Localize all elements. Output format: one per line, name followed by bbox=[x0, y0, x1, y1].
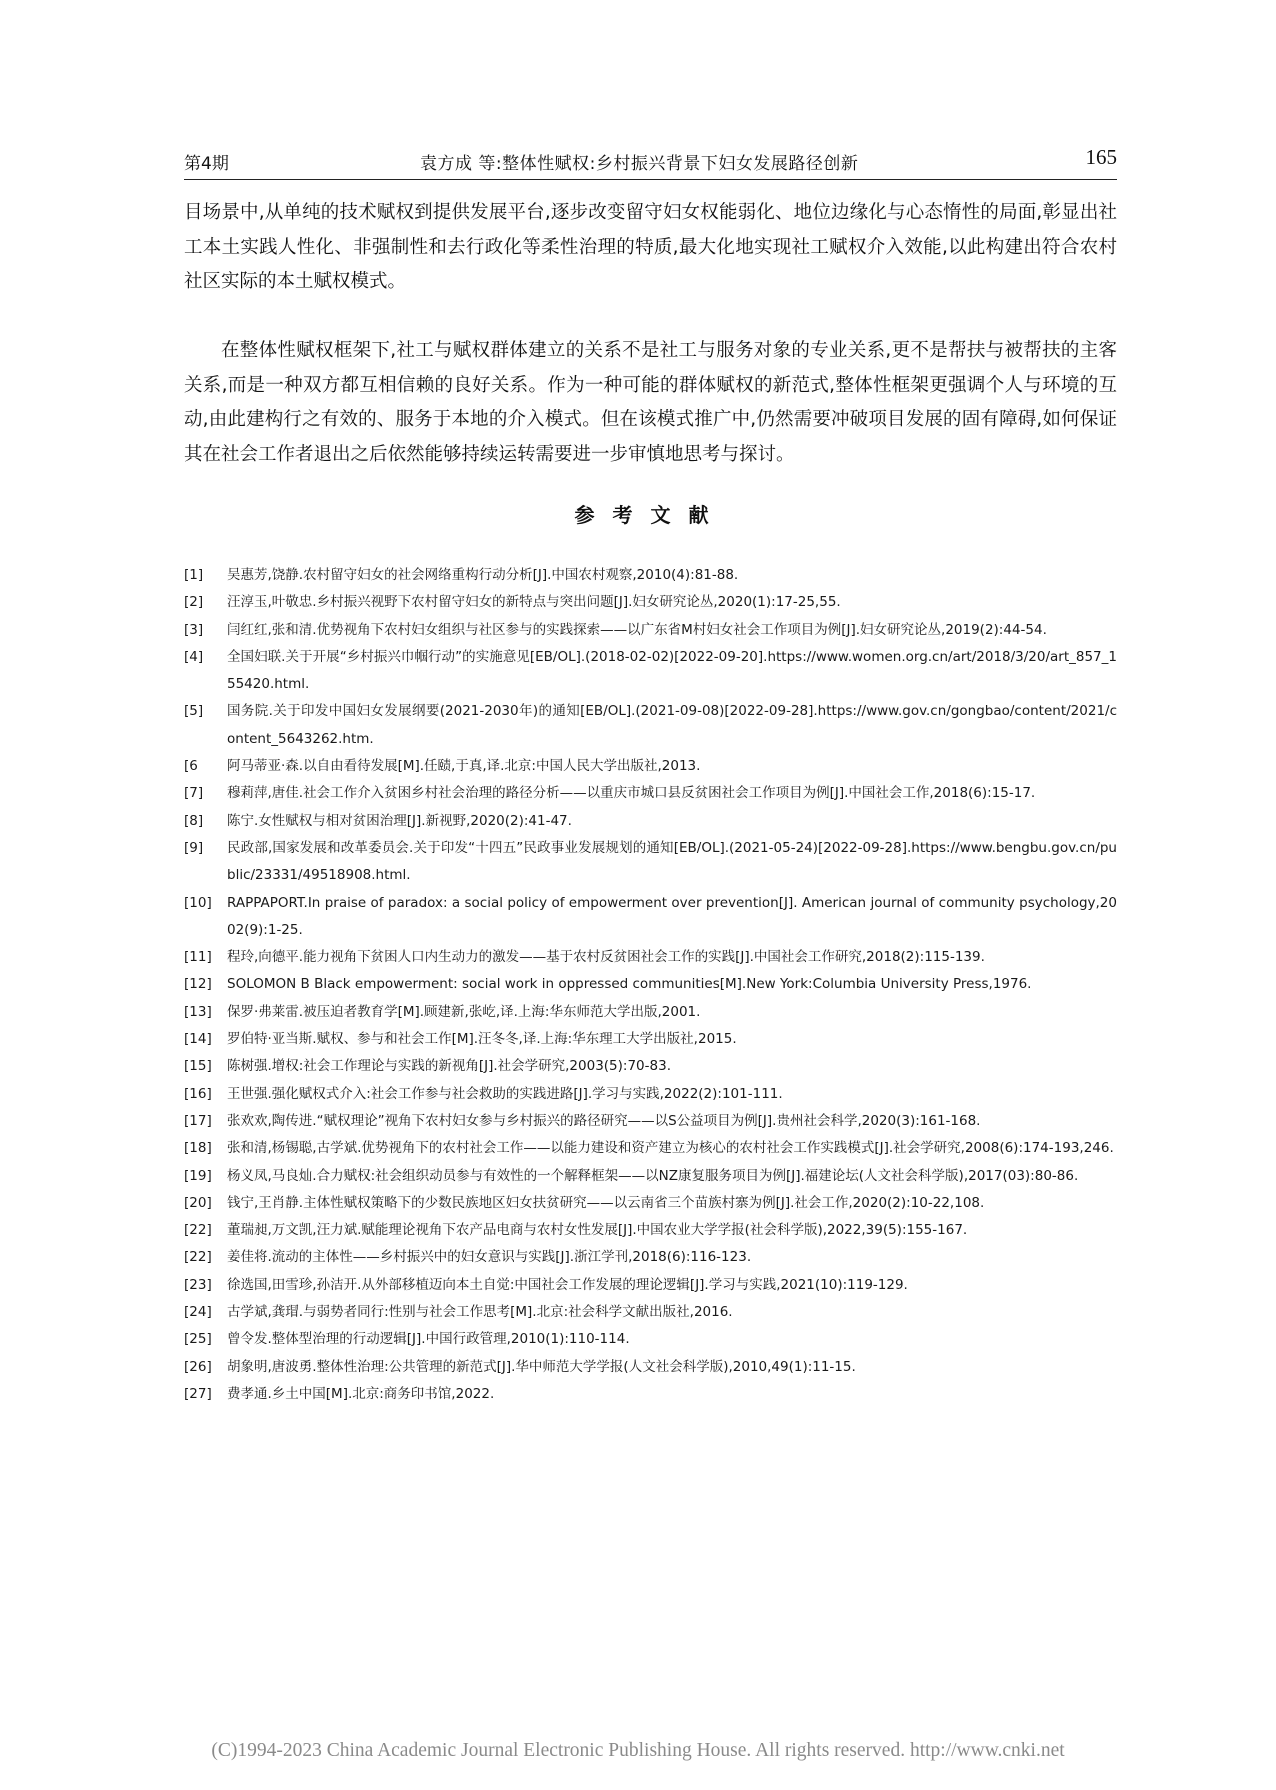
reference-number: [20] bbox=[184, 1194, 212, 1211]
reference-item bbox=[184, 1163, 1117, 1190]
issue-number: 第4期 bbox=[184, 154, 229, 174]
reference-item bbox=[184, 780, 1117, 807]
reference-number: [5] bbox=[184, 703, 204, 720]
reference-text: 穆莉萍,唐佳.社会工作介入贫困乡村社会治理的路径分析——以重庆市城口县反贫困社会工作项目为例[J].中国社会工作,2018(6):15-17. bbox=[227, 785, 1036, 802]
reference-text: RAPPAPORT.In praise of paradox: a social policy of empowerment over prevention[J]. American journal of community psychology,2002(9):1-25. bbox=[227, 894, 1117, 938]
reference-item bbox=[184, 589, 1117, 616]
reference-number: [24] bbox=[184, 1304, 212, 1321]
reference-number: [27] bbox=[184, 1385, 212, 1402]
reference-number: [1] bbox=[184, 567, 204, 583]
reference-number: [10] bbox=[184, 894, 212, 911]
reference-text: 保罗·弗莱雷.被压迫者教育学[M].顾建新,张屹,译.上海:华东师范大学出版,2001. bbox=[227, 1003, 701, 1020]
reference-item bbox=[184, 944, 1117, 971]
reference-text: 张欢欢,陶传进.“赋权理论”视角下农村妇女参与乡村振兴的路径研究——以S公益项目为例[J].贵州社会科学,2020(3):161-168. bbox=[227, 1112, 981, 1129]
reference-text: 胡象明,唐波勇.整体性治理:公共管理的新范式[J].华中师范大学学报(人文社会科学版),2010,49(1):11-15. bbox=[227, 1358, 856, 1375]
reference-item bbox=[184, 698, 1117, 753]
reference-item bbox=[184, 1026, 1117, 1053]
reference-item bbox=[184, 1326, 1117, 1353]
reference-text: 陈宁.女性赋权与相对贫困治理[J].新视野,2020(2):41-47. bbox=[227, 812, 572, 829]
reference-item bbox=[184, 753, 1117, 780]
reference-item bbox=[184, 835, 1117, 890]
reference-number: [16] bbox=[184, 1085, 212, 1102]
reference-text: 张和清,杨锡聪,古学斌.优势视角下的农村社会工作——以能力建设和资产建立为核心的农村社会工作实践模式[J].社会学研究,2008(6):174-193,246. bbox=[227, 1140, 1114, 1157]
reference-text: 王世强.强化赋权式介入:社会工作参与社会救助的实践进路[J].学习与实践,2022(2):101-111. bbox=[227, 1085, 783, 1102]
reference-item bbox=[184, 1272, 1117, 1299]
reference-item bbox=[184, 1108, 1117, 1135]
reference-number: [7] bbox=[184, 785, 204, 802]
reference-item bbox=[184, 1354, 1117, 1381]
reference-text: 杨义凤,马良灿.合力赋权:社会组织动员参与有效性的一个解释框架——以NZ康复服务项目为例[J].福建论坛(人文社会科学版),2017(03):80-86. bbox=[227, 1167, 1079, 1184]
reference-item bbox=[184, 1135, 1117, 1162]
reference-text: SOLOMON B Black empowerment: social work in oppressed communities[M].New York:Columbia University Press,1976. bbox=[227, 976, 1032, 993]
reference-item bbox=[184, 562, 1117, 589]
reference-number: [2] bbox=[184, 594, 204, 611]
body-paragraph-2: 在整体性赋权框架下,社工与赋权群体建立的关系不是社工与服务对象的专业关系,更不是帮扶与被帮扶的主客关系,而是一种双方都互相信赖的良好关系。作为一种可能的群体赋权的新范式,整体性框架更强调个人与环境的互动,由此建构行之有效的、服务于本地的介入模式。但在该模式推广中,仍然需要冲破项目发展的固有障碍,如何保证其在社会工作者退出之后依然能够持续运转需要进一步审慎地思考与探讨。 bbox=[184, 340, 1117, 465]
reference-item bbox=[184, 1217, 1117, 1244]
reference-number: [6 bbox=[184, 758, 198, 775]
reference-text: 古学斌,龚瑁.与弱势者同行:性别与社会工作思考[M].北京:社会科学文献出版社,2016. bbox=[227, 1304, 733, 1321]
reference-text: 陈树强.增权:社会工作理论与实践的新视角[J].社会学研究,2003(5):70-83. bbox=[227, 1058, 671, 1075]
reference-number: [13] bbox=[184, 1003, 212, 1020]
reference-item bbox=[184, 617, 1117, 644]
page-number: 165 bbox=[1085, 145, 1117, 169]
reference-text: 罗伯特·亚当斯.赋权、参与和社会工作[M].汪冬冬,译.上海:华东理工大学出版社,2015. bbox=[227, 1031, 737, 1048]
reference-item bbox=[184, 1190, 1117, 1217]
reference-item bbox=[184, 1299, 1117, 1326]
reference-text: 国务院.关于印发中国妇女发展纲要(2021-2030年)的通知[EB/OL].(2021-09-08)[2022-09-28].https://www.gov.cn/gongbao/content/2021/content_5643262.htm. bbox=[227, 703, 1117, 747]
reference-number: [9] bbox=[184, 839, 204, 856]
reference-text: 姜佳将.流动的主体性——乡村振兴中的妇女意识与实践[J].浙江学刊,2018(6):116-123. bbox=[227, 1249, 752, 1266]
reference-text: 费孝通.乡土中国[M].北京:商务印书馆,2022. bbox=[227, 1385, 495, 1402]
reference-item bbox=[184, 890, 1117, 945]
copyright-footer: (C)1994-2023 China Academic Journal Electronic Publishing House. All rights reserved. http://www.cnki.net bbox=[211, 1740, 1065, 1761]
reference-text: 董瑞昶,万文凯,汪力斌.赋能理论视角下农产品电商与农村女性发展[J].中国农业大学学报(社会科学版),2022,39(5):155-167. bbox=[227, 1222, 968, 1239]
reference-number: [12] bbox=[184, 976, 212, 993]
reference-item bbox=[184, 1053, 1117, 1080]
running-header bbox=[184, 145, 1117, 181]
reference-item bbox=[184, 1244, 1117, 1271]
reference-number: [3] bbox=[184, 621, 204, 638]
reference-number: [19] bbox=[184, 1167, 212, 1184]
reference-text: 全国妇联.关于开展“乡村振兴巾帼行动”的实施意见[EB/OL].(2018-02-02)[2022-09-20].https://www.women.org.cn/art/2018/3/20/art_857_155420.html. bbox=[227, 648, 1117, 693]
header-rule bbox=[184, 179, 1117, 180]
reference-text: 民政部,国家发展和改革委员会.关于印发“十四五”民政事业发展规划的通知[EB/OL].(2021-05-24)[2022-09-28].https://www.bengbu.gov.cn/public/23331/49518908.html. bbox=[227, 839, 1117, 884]
reference-item bbox=[184, 971, 1117, 998]
reference-number: [22] bbox=[184, 1249, 212, 1266]
reference-number: [14] bbox=[184, 1031, 212, 1048]
reference-text: 阿马蒂亚·森.以自由看待发展[M].任赜,于真,译.北京:中国人民大学出版社,2013. bbox=[227, 758, 701, 775]
reference-list bbox=[184, 562, 1117, 1408]
reference-item bbox=[184, 1081, 1117, 1108]
reference-text: 汪淳玉,叶敬忠.乡村振兴视野下农村留守妇女的新特点与突出问题[J].妇女研究论丛,2020(1):17-25,55. bbox=[227, 594, 841, 611]
reference-number: [26] bbox=[184, 1358, 212, 1375]
reference-text: 闫红红,张和清.优势视角下农村妇女组织与社区参与的实践探索——以广东省M村妇女社会工作项目为例[J].妇女研究论丛,2019(2):44-54. bbox=[227, 621, 1047, 638]
reference-text: 吴惠芳,饶静.农村留守妇女的社会网络重构行动分析[J].中国农村观察,2010(4):81-88. bbox=[227, 567, 739, 583]
reference-number: [4] bbox=[184, 648, 204, 665]
reference-text: 程玲,向德平.能力视角下贫困人口内生动力的激发——基于农村反贫困社会工作的实践[J].中国社会工作研究,2018(2):115-139. bbox=[227, 949, 985, 966]
reference-number: [15] bbox=[184, 1058, 212, 1075]
reference-item bbox=[184, 999, 1117, 1026]
body-paragraph-1: 目场景中,从单纯的技术赋权到提供发展平台,逐步改变留守妇女权能弱化、地位边缘化与心态惰性的局面,彰显出社工本土实践人性化、非强制性和去行政化等柔性治理的特质,最大化地实现社工赋权介入效能,以此构建出符合农村社区实际的本土赋权模式。 bbox=[184, 202, 1117, 292]
running-title: 袁方成 等:整体性赋权:乡村振兴背景下妇女发展路径创新 bbox=[420, 154, 859, 174]
reference-number: [8] bbox=[184, 812, 204, 829]
reference-text: 钱宁,王肖静.主体性赋权策略下的少数民族地区妇女扶贫研究——以云南省三个苗族村寨为例[J].社会工作,2020(2):10-22,108. bbox=[227, 1194, 985, 1211]
reference-number: [23] bbox=[184, 1276, 212, 1293]
references-heading: 参考文献 bbox=[574, 503, 727, 527]
reference-number: [11] bbox=[184, 949, 212, 966]
reference-item bbox=[184, 808, 1117, 835]
reference-text: 徐选国,田雪珍,孙洁开.从外部移植迈向本土自觉:中国社会工作发展的理论逻辑[J].学习与实践,2021(10):119-129. bbox=[227, 1276, 908, 1293]
reference-text: 曾令发.整体型治理的行动逻辑[J].中国行政管理,2010(1):110-114. bbox=[227, 1331, 630, 1348]
reference-number: [25] bbox=[184, 1331, 212, 1348]
reference-number: [18] bbox=[184, 1140, 212, 1157]
reference-number: [22] bbox=[184, 1222, 212, 1239]
reference-number: [17] bbox=[184, 1112, 212, 1129]
reference-item bbox=[184, 644, 1117, 699]
reference-item bbox=[184, 1381, 1117, 1408]
